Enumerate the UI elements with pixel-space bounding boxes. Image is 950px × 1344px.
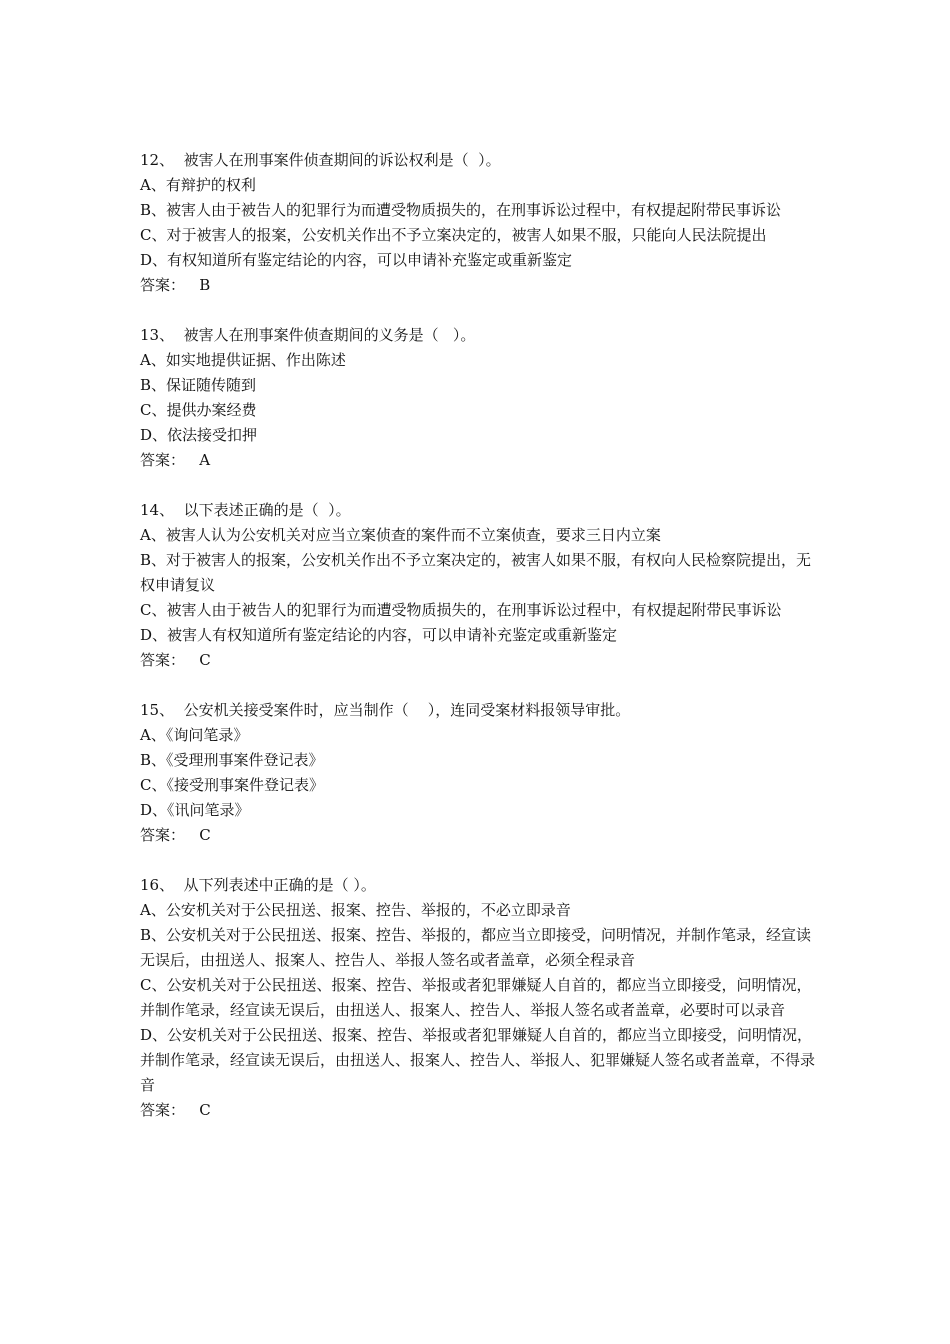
answer-line: 答案： C — [140, 1101, 211, 1119]
question-stem: 16、 从下列表述中正确的是（ ）。 — [140, 876, 376, 894]
question-14 — [140, 498, 820, 673]
answer-line: 答案： A — [140, 451, 211, 469]
option-c: C、对于被害人的报案，公安机关作出不予立案决定的，被害人如果不服，只能向人民法院提出 — [140, 226, 767, 244]
question-stem: 12、 被害人在刑事案件侦查期间的诉讼权利是（ ）。 — [140, 151, 501, 169]
answer-line: 答案： C — [140, 651, 211, 669]
option-c: C、被害人由于被告人的犯罪行为而遭受物质损失的，在刑事诉讼过程中，有权提起附带民事诉讼 — [140, 601, 782, 619]
answer-line: 答案： C — [140, 826, 211, 844]
question-stem: 13、 被害人在刑事案件侦查期间的义务是（ ）。 — [140, 326, 476, 344]
question-13 — [140, 323, 820, 473]
option-a: A、被害人认为公安机关对应当立案侦查的案件而不立案侦查，要求三日内立案 — [140, 526, 661, 544]
option-a: A、如实地提供证据、作出陈述 — [140, 351, 346, 369]
option-d: D、《讯问笔录》 — [140, 801, 250, 819]
option-d: D、有权知道所有鉴定结论的内容，可以申请补充鉴定或重新鉴定 — [140, 251, 573, 269]
option-b: B、公安机关对于公民扭送、报案、控告、举报的，都应当立即接受，问明情况，并制作笔录，经宣读无误后，由扭送人、报案人、控告人、举报人签名或者盖章，必须全程录音 — [140, 926, 812, 969]
option-a: A、《询问笔录》 — [140, 726, 249, 744]
option-a: A、公安机关对于公民扭送、报案、控告、举报的，不必立即录音 — [140, 901, 571, 919]
option-b: B、被害人由于被告人的犯罪行为而遭受物质损失的，在刑事诉讼过程中，有权提起附带民事诉讼 — [140, 201, 782, 219]
document-page — [140, 148, 820, 1148]
question-12 — [140, 148, 820, 298]
option-b: B、对于被害人的报案，公安机关作出不予立案决定的，被害人如果不服，有权向人民检察院提出，无权申请复议 — [140, 551, 812, 594]
option-d: D、依法接受扣押 — [140, 426, 258, 444]
question-stem: 15、 公安机关接受案件时，应当制作（ ），连同受案材料报领导审批。 — [140, 701, 631, 719]
option-c: C、《接受刑事案件登记表》 — [140, 776, 324, 794]
answer-line: 答案： B — [140, 276, 211, 294]
question-15 — [140, 698, 820, 848]
option-a: A、有辩护的权利 — [140, 176, 256, 194]
option-b: B、《受理刑事案件登记表》 — [140, 751, 324, 769]
option-b: B、保证随传随到 — [140, 376, 257, 394]
option-d: D、公安机关对于公民扭送、报案、控告、举报或者犯罪嫌疑人自首的，都应当立即接受，问明情况，并制作笔录，经宣读无误后，由扭送人、报案人、控告人、举报人、犯罪嫌疑人签名或者盖章，不得录音 — [140, 1026, 816, 1094]
option-c: C、公安机关对于公民扭送、报案、控告、举报或者犯罪嫌疑人自首的，都应当立即接受，问明情况，并制作笔录，经宣读无误后，由扭送人、报案人、控告人、举报人签名或者盖章，必要时可以录音 — [140, 976, 812, 1019]
question-16 — [140, 873, 820, 1123]
question-stem: 14、 以下表述正确的是（ ）。 — [140, 501, 351, 519]
option-c: C、提供办案经费 — [140, 401, 257, 419]
option-d: D、被害人有权知道所有鉴定结论的内容，可以申请补充鉴定或重新鉴定 — [140, 626, 618, 644]
